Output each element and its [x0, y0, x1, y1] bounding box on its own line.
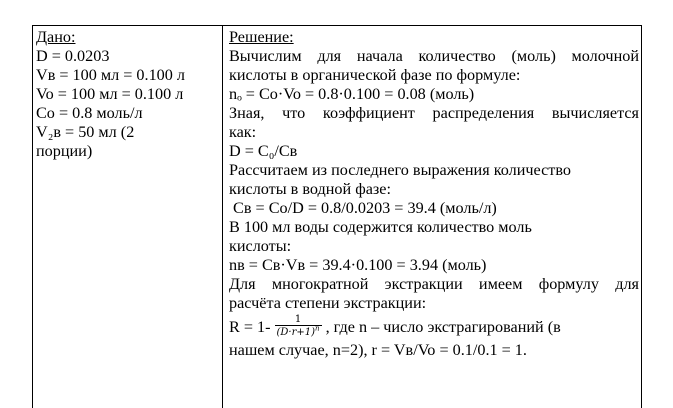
- solution-heading: Решение:: [229, 28, 294, 46]
- solution-line: Cв = Co/D = 0.8/0.0203 = 39.4 (моль/л): [229, 199, 497, 217]
- solution-line: расчёта степени экстракции:: [229, 294, 427, 312]
- solution-table: [32, 25, 642, 408]
- solution-line: нашем случае, n=2), r = Vв/Vo = 0.1/0.1 = 1.: [229, 341, 527, 359]
- formula-exponent: n: [315, 324, 320, 333]
- given-line: Vo = 100 мл = 0.100 л: [36, 85, 184, 103]
- formula-fraction: [275, 314, 322, 338]
- solution-line: кислоты в органической фазе по формуле:: [229, 66, 521, 84]
- given-line: порции): [36, 142, 93, 160]
- solution-line: Вычислим для начала количество (моль) молочной: [229, 47, 639, 65]
- given-heading: Дано:: [36, 28, 76, 46]
- solution-line: D = C₀/Cв: [229, 142, 298, 160]
- solution-line: nₒ = Co·Vo = 0.8·0.100 = 0.08 (моль): [229, 85, 475, 103]
- solution-line: Для многократной экстракции имеем формулу для: [229, 275, 639, 293]
- column-divider: [222, 26, 223, 408]
- extraction-formula: [229, 313, 639, 341]
- formula-denominator-base: (D·r+1): [276, 327, 316, 338]
- solution-line: как:: [229, 123, 257, 141]
- solution-line: Рассчитаем из последнего выражения количество: [229, 161, 571, 179]
- formula-rhs: , где n – число экстрагирований (в: [325, 317, 561, 336]
- given-line: V₂в = 50 мл (2: [36, 123, 135, 141]
- solution-line: кислоты:: [229, 237, 292, 255]
- solution-column: [229, 28, 639, 360]
- given-line: Co = 0.8 моль/л: [36, 104, 143, 122]
- given-line: Vв = 100 мл = 0.100 л: [36, 66, 185, 84]
- solution-line: Зная, что коэффициент распределения вычисляется: [229, 104, 639, 122]
- solution-line: В 100 мл воды содержится количество моль: [229, 218, 532, 236]
- given-line: D = 0.0203: [36, 47, 110, 65]
- formula-lhs: R = 1-: [229, 317, 271, 336]
- solution-line: кислоты в водной фазе:: [229, 180, 391, 198]
- formula-numerator: 1: [294, 314, 302, 325]
- solution-line: nв = Cв·Vв = 39.4·0.100 = 3.94 (моль): [229, 256, 487, 274]
- formula-denominator: [275, 325, 322, 338]
- given-column: [36, 28, 220, 161]
